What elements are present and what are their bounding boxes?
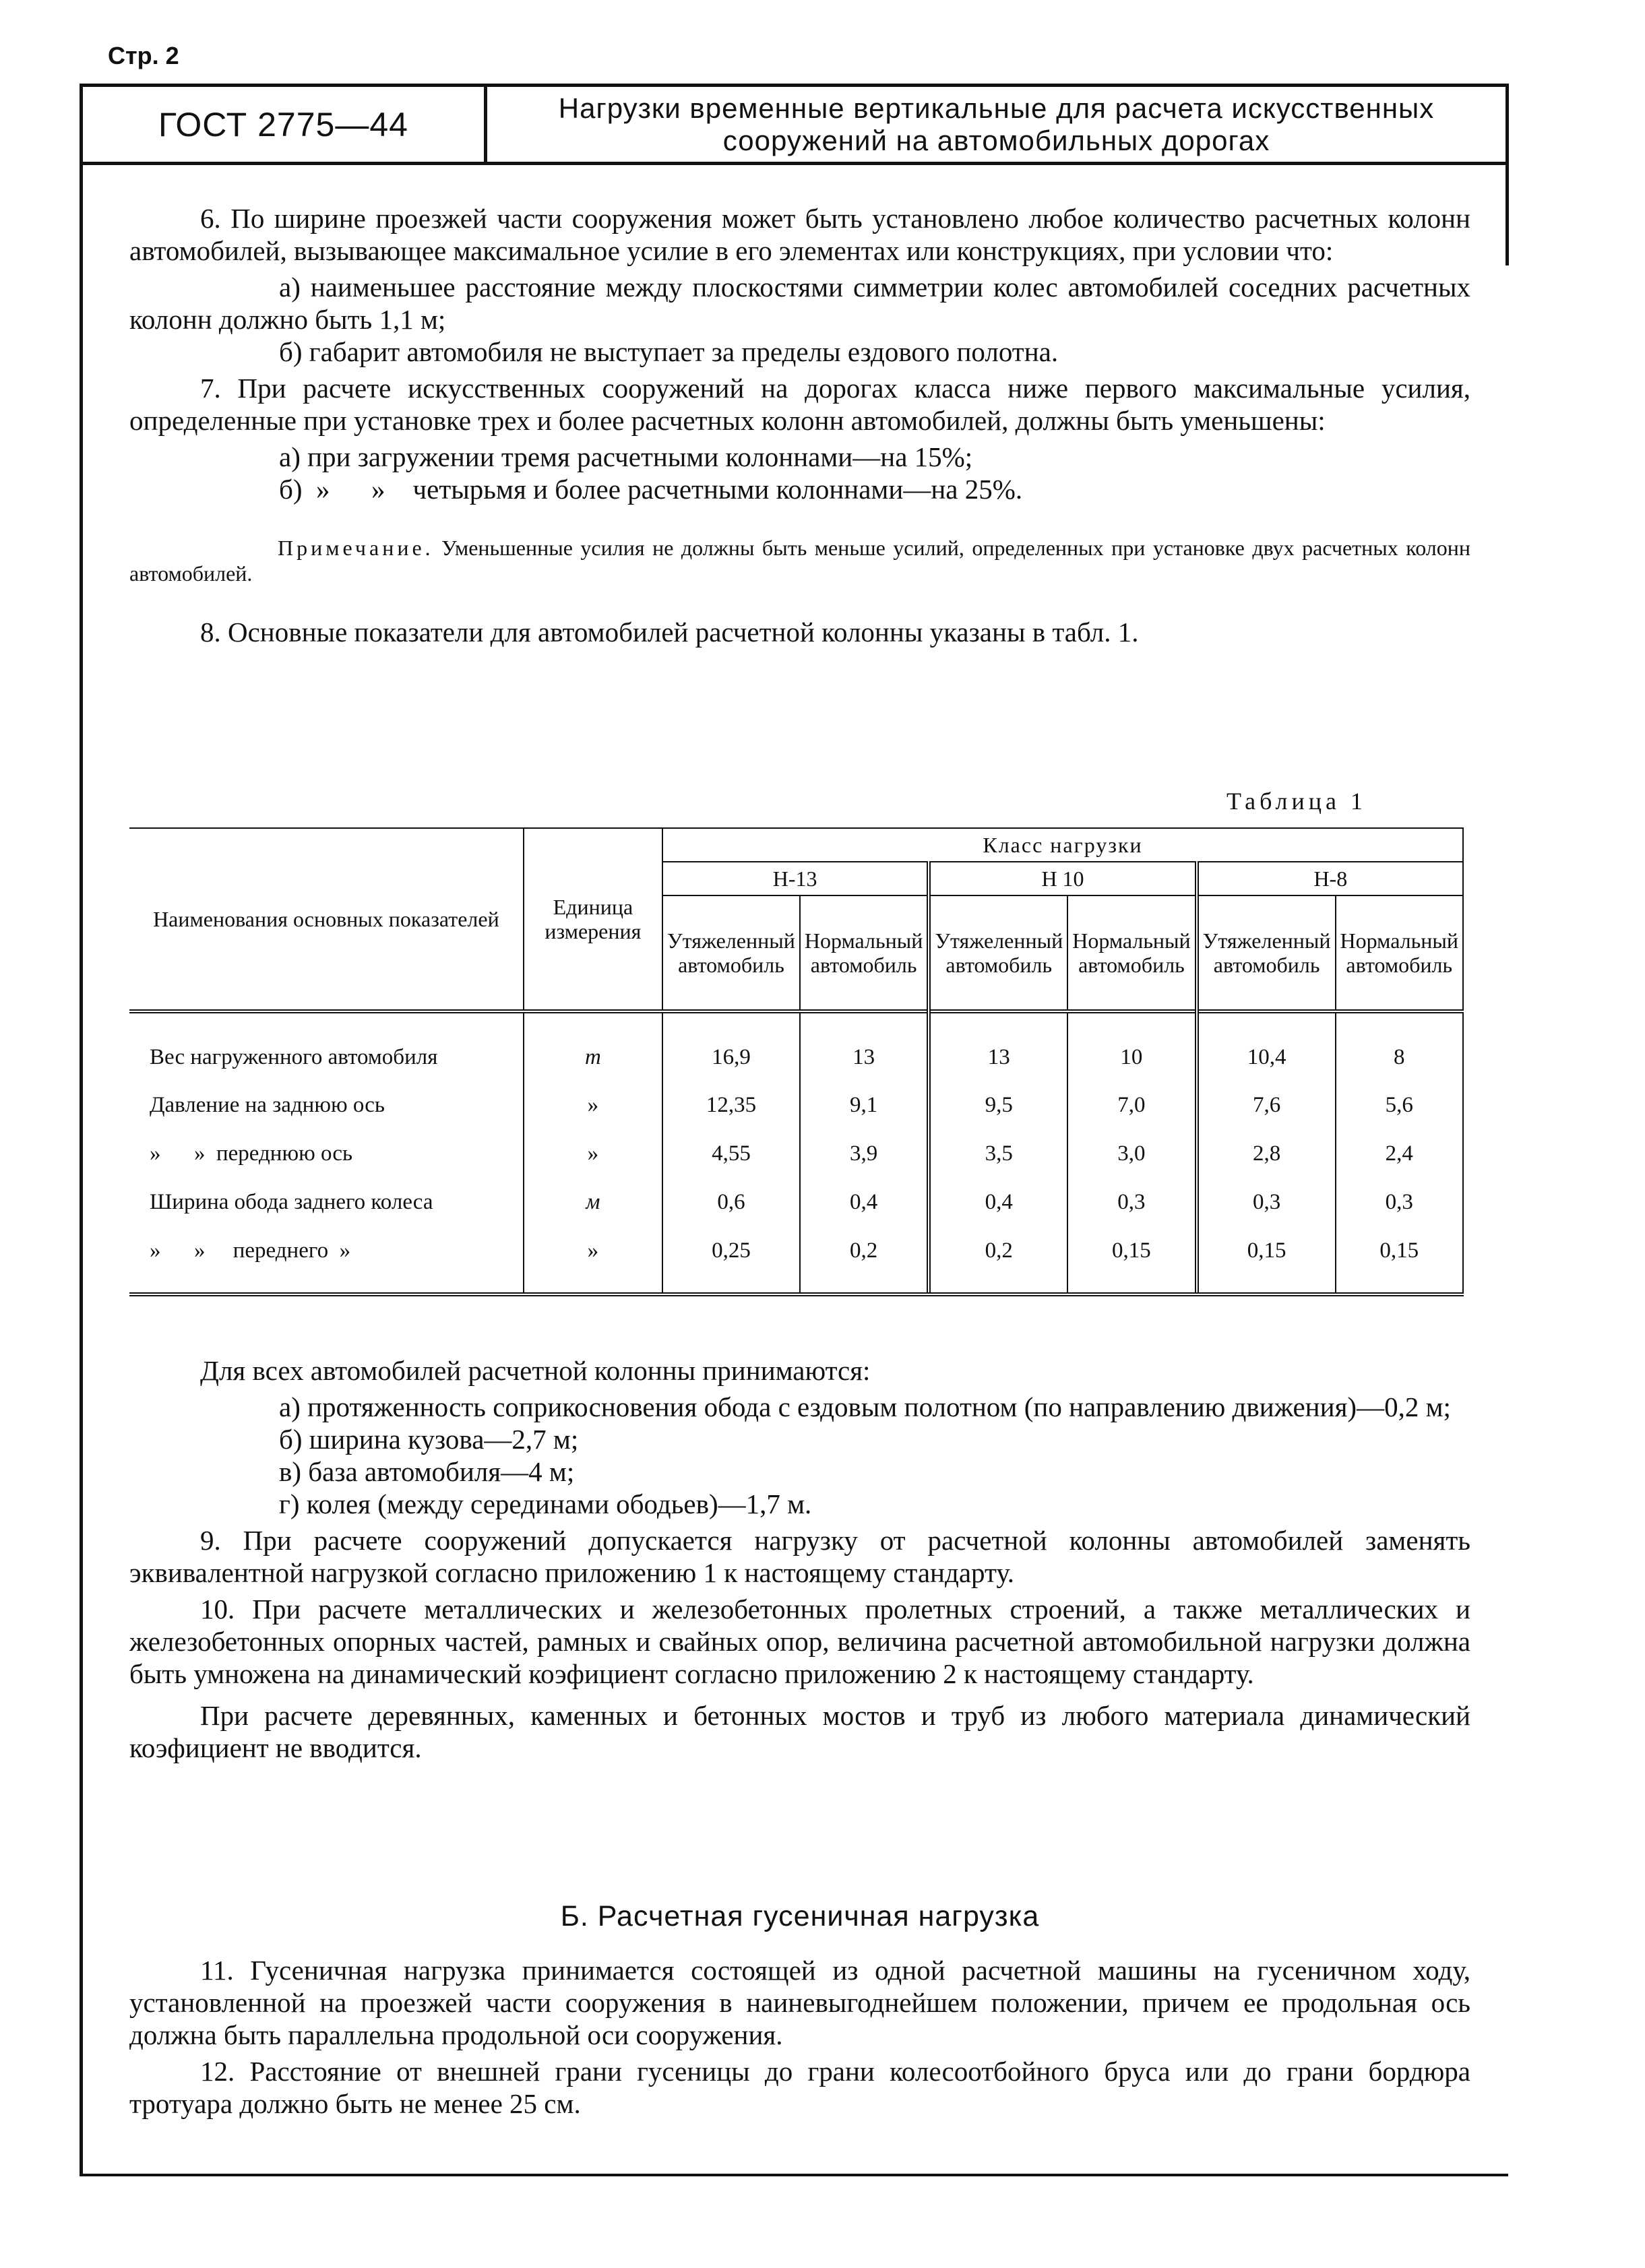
- all-cars-a: а) протяженность соприкосновения обода с ездовым полотном (по направлению движения)—0,2 м;: [279, 1391, 1451, 1422]
- row-unit: »: [524, 1081, 662, 1129]
- cell-value: 7,0: [1067, 1081, 1196, 1129]
- paragraph-9: 9. При расчете сооружений допускается нагрузку от расчетной колонны автомобилей заменять эквивалентной нагрузкой согласно приложению 1 к настоящему стандарту.: [129, 1525, 1470, 1588]
- cell-value: 3,5: [929, 1129, 1067, 1178]
- header-class-h8: Н-8: [1197, 862, 1463, 895]
- header-class-h13: Н-13: [662, 862, 929, 895]
- header-name: Наименования основных показателей: [129, 828, 524, 1011]
- cell-value: 0,15: [1067, 1226, 1196, 1294]
- table-row: [129, 1178, 1463, 1226]
- row-unit: м: [524, 1178, 662, 1226]
- standard-title: [487, 87, 1506, 162]
- table-1: [129, 827, 1464, 1296]
- header-normal-h10: Нормальный автомобиль: [1067, 895, 1196, 1011]
- row-name: » » переднего »: [129, 1226, 524, 1294]
- cell-value: 0,15: [1197, 1226, 1336, 1294]
- cell-value: 5,6: [1336, 1081, 1463, 1129]
- cell-value: 16,9: [662, 1011, 800, 1081]
- header-load-class: Класс нагрузки: [662, 828, 1463, 862]
- note-text: Уменьшенные усилия не должны быть меньше усилий, определенных при установке двух расчетных колонн автомобилей.: [129, 536, 1470, 586]
- paragraph-7a: а) при загружении тремя расчетными колоннами—на 15%;: [279, 441, 973, 472]
- table-row: [129, 1226, 1463, 1294]
- cell-value: 10,4: [1197, 1011, 1336, 1081]
- frame-left-rule: [80, 84, 83, 2176]
- paragraph-8: 8. Основные показатели для автомобилей расчетной колонны указаны в табл. 1.: [200, 617, 1139, 648]
- header-heavy-h13: Утяжеленный автомобиль: [662, 895, 800, 1011]
- header-heavy-h8: Утяжеленный автомобиль: [1197, 895, 1336, 1011]
- cell-value: 9,5: [929, 1081, 1067, 1129]
- paragraph-6b: б) габарит автомобиля не выступает за пределы ездового полотна.: [279, 336, 1059, 367]
- cell-value: 3,9: [800, 1129, 929, 1178]
- row-unit: т: [524, 1011, 662, 1081]
- header-heavy-h10: Утяжеленный автомобиль: [929, 895, 1067, 1011]
- header-unit: Единица измерения: [524, 828, 662, 1011]
- standard-title-line2: сооружений на автомобильных дорогах: [722, 124, 1270, 156]
- all-cars-g: г) колея (между серединами ободьев)—1,7 м.: [279, 1488, 812, 1519]
- row-name: » » переднюю ось: [129, 1129, 524, 1178]
- cell-value: 9,1: [800, 1081, 929, 1129]
- row-unit: »: [524, 1226, 662, 1294]
- cell-value: 2,8: [1197, 1129, 1336, 1178]
- header-normal-h13: Нормальный автомобиль: [800, 895, 929, 1011]
- all-cars-intro: Для всех автомобилей расчетной колонны принимаются:: [200, 1355, 871, 1386]
- all-cars-v: в) база автомобиля—4 м;: [279, 1456, 575, 1487]
- row-name: Вес нагруженного автомобиля: [129, 1011, 524, 1081]
- note-label: Примечание.: [278, 536, 434, 560]
- paragraph-7b: б) » » четырьмя и более расчетными колоннами—на 25%.: [279, 474, 1023, 505]
- cell-value: 0,25: [662, 1226, 800, 1294]
- cell-value: 0,2: [800, 1226, 929, 1294]
- paragraph-11: 11. Гусеничная нагрузка принимается состоящей из одной расчетной машины на гусеничном ходу, установленной на проезжей части сооружения в наиневыгоднейшем положении, причем ее продольная ось должна быть параллельна продольной оси сооружения.: [129, 1955, 1470, 2050]
- frame-right-rule: [1506, 84, 1509, 265]
- paragraph-6a: а) наименьшее расстояние между плоскостями симметрии колес автомобилей соседних расчетных колонн должно быть 1,1 м;: [129, 272, 1470, 335]
- cell-value: 0,4: [800, 1178, 929, 1226]
- cell-value: 0,2: [929, 1226, 1067, 1294]
- page-number: Стр. 2: [108, 42, 179, 69]
- frame-bottom-rule: [80, 2174, 1508, 2176]
- cell-value: 0,15: [1336, 1226, 1463, 1294]
- paragraph-6: 6. По ширине проезжей части сооружения может быть установлено любое количество расчетных колонн автомобилей, вызывающее максимальное усилие в его элементах или конструкциях, при условии что:: [129, 203, 1470, 266]
- cell-value: 2,4: [1336, 1129, 1463, 1178]
- cell-value: 4,55: [662, 1129, 800, 1178]
- header-class-h10: Н 10: [929, 862, 1196, 895]
- all-cars-b: б) ширина кузова—2,7 м;: [279, 1424, 579, 1455]
- cell-value: 8: [1336, 1011, 1463, 1081]
- standard-code: ГОСТ 2775—44: [158, 105, 408, 144]
- body-block-3: [129, 1954, 1470, 2120]
- table-caption: Таблица 1: [1227, 788, 1367, 815]
- cell-value: 7,6: [1197, 1081, 1336, 1129]
- table-row: [129, 1129, 1463, 1178]
- cell-value: 0,3: [1336, 1178, 1463, 1226]
- cell-value: 13: [800, 1011, 929, 1081]
- table-row: [129, 1011, 1463, 1081]
- paragraph-7: 7. При расчете искусственных сооружений на дорогах класса ниже первого максимальные усилия, определенные при установке трех и более расчетных колонн автомобилей, должны быть уменьшены:: [129, 373, 1470, 436]
- cell-value: 10: [1067, 1011, 1196, 1081]
- body-block-1: [129, 202, 1470, 648]
- paragraph-12: 12. Расстояние от внешней грани гусеницы до грани колесоотбойного бруса или до грани бордюра тротуара должно быть не менее 25 см.: [129, 2056, 1470, 2119]
- header-normal-h8: Нормальный автомобиль: [1336, 895, 1463, 1011]
- section-b-title: Б. Расчетная гусеничная нагрузка: [560, 1900, 1040, 1932]
- cell-value: 13: [929, 1011, 1067, 1081]
- note: [129, 535, 1470, 586]
- cell-value: 0,3: [1197, 1178, 1336, 1226]
- cell-value: 12,35: [662, 1081, 800, 1129]
- paragraph-10: 10. При расчете металлических и железобетонных пролетных строений, а также металлических и железобетонных опорных частей, рамных и свайных опор, величина расчетной автомобильной нагрузки должна быть умножена на динамический коэфициент согласно приложению 2 к настоящему стандарту.: [129, 1594, 1470, 1689]
- cell-value: 0,4: [929, 1178, 1067, 1226]
- row-unit: »: [524, 1129, 662, 1178]
- row-name: Давление на заднюю ось: [129, 1081, 524, 1129]
- cell-value: 0,6: [662, 1178, 800, 1226]
- row-name: Ширина обода заднего колеса: [129, 1178, 524, 1226]
- cell-value: 0,3: [1067, 1178, 1196, 1226]
- body-block-2: [129, 1354, 1470, 1764]
- header-bottom-rule: [80, 162, 1508, 165]
- cell-value: 3,0: [1067, 1129, 1196, 1178]
- standard-title-line1: Нагрузки временные вертикальные для расчета искусственных: [558, 92, 1435, 124]
- table-row: [129, 1081, 1463, 1129]
- paragraph-10b: При расчете деревянных, каменных и бетонных мостов и труб из любого материала динамический коэфициент не вводится.: [129, 1700, 1470, 1763]
